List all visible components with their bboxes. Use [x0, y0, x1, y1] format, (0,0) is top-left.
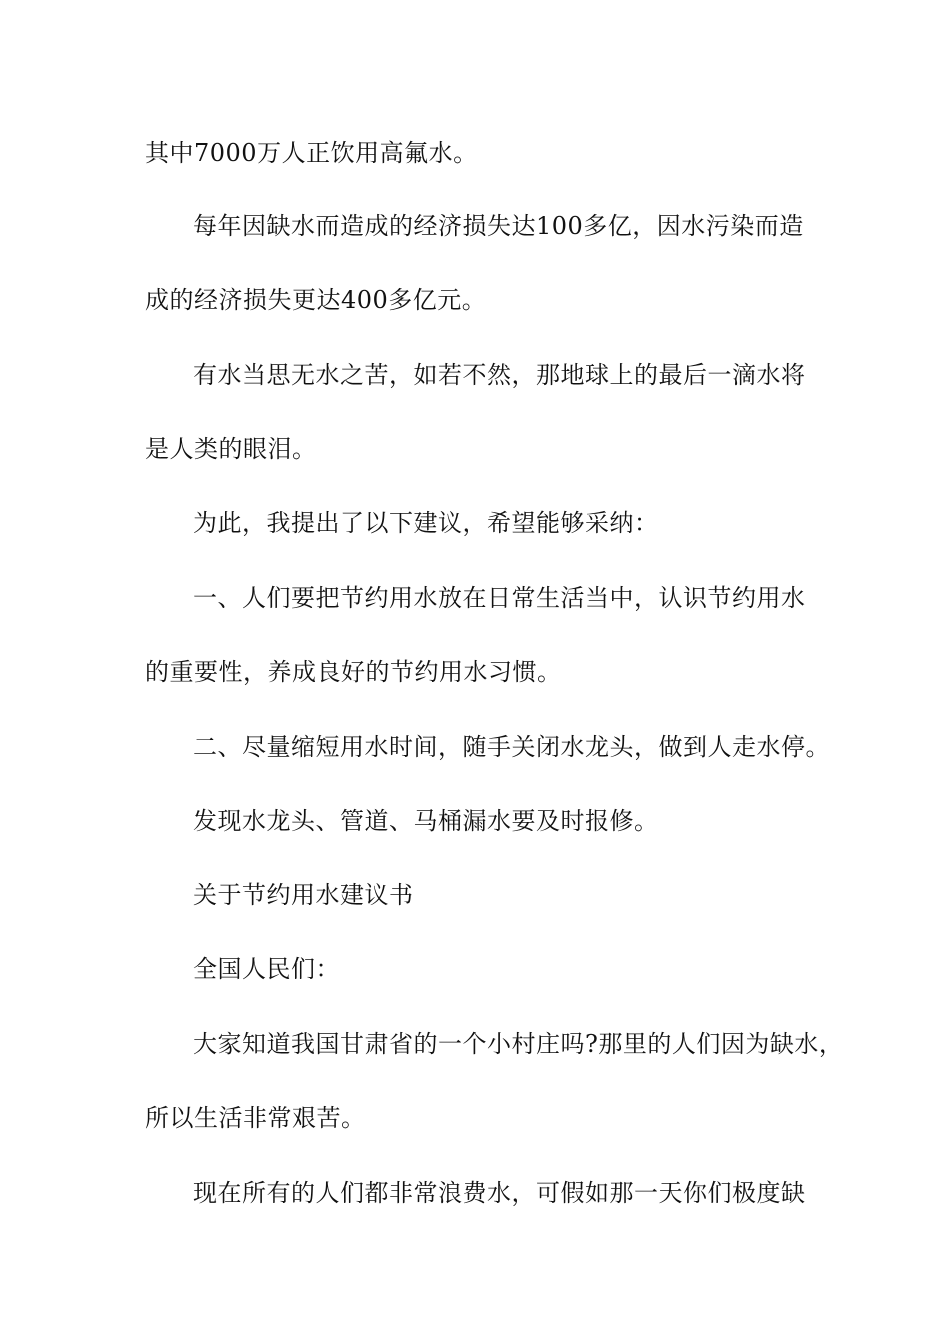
section-title: 关于节约用水建议书 — [193, 881, 414, 909]
paragraph-line-14: 所以生活非常艰苦。 — [145, 1104, 366, 1132]
paragraph-line-3: 成的经济损失更达400多亿元。 — [145, 286, 487, 314]
paragraph-line-13: 大家知道我国甘肃省的一个小村庄吗?那里的人们因为缺水， — [193, 1030, 844, 1058]
paragraph-line-6: 为此，我提出了以下建议，希望能够采纳： — [193, 509, 659, 537]
salutation: 全国人民们： — [193, 955, 340, 983]
paragraph-line-10: 发现水龙头、管道、马桶漏水要及时报修。 — [193, 807, 659, 835]
paragraph-line-1: 其中7000万人正饮用高氟水。 — [145, 139, 478, 167]
paragraph-line-4: 有水当思无水之苦，如若不然，那地球上的最后一滴水将 — [193, 361, 806, 389]
paragraph-line-2: 每年因缺水而造成的经济损失达100多亿，因水污染而造 — [193, 212, 804, 240]
paragraph-line-15: 现在所有的人们都非常浪费水，可假如那一天你们极度缺 — [193, 1179, 806, 1207]
paragraph-line-5: 是人类的眼泪。 — [145, 435, 317, 463]
paragraph-line-8: 的重要性，养成良好的节约用水习惯。 — [145, 658, 562, 686]
paragraph-line-9: 二、尽量缩短用水时间，随手关闭水龙头，做到人走水停。 — [193, 733, 830, 761]
paragraph-line-7: 一、人们要把节约用水放在日常生活当中，认识节约用水 — [193, 584, 806, 612]
